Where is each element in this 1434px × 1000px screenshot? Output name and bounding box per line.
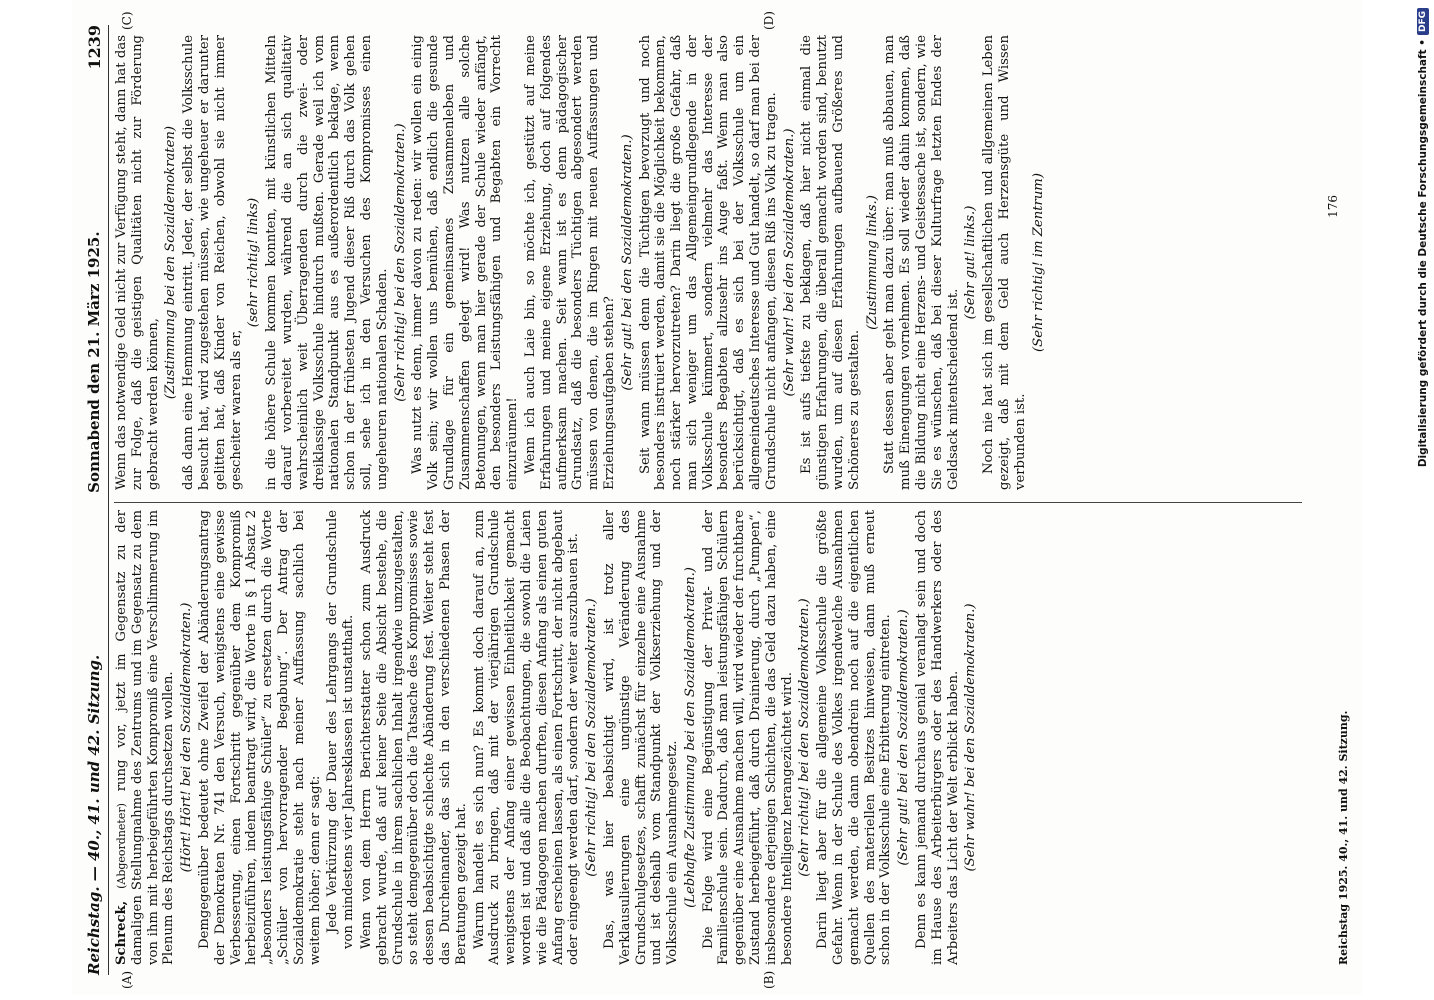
interjection: (Sehr gut! bei den Sozialdemokraten.) — [896, 609, 912, 866]
credit-text: Digitalisierung gefördert durch die Deutsche Forschungsgemeinschaft • — [1417, 39, 1429, 468]
margin-mark-c: (C) — [120, 11, 134, 30]
interjection: (Sehr wahr! bei den Sozialdemokraten.) — [963, 603, 979, 872]
paragraph: rung vor, jetzt im Gegensatz zu der damaligen Stellungnahme des Zentrums und im Gegensatz zu dem von ihm mit herbeigeführten Kompromiß eine Verschlimmerung im Plenum des Reichstags durchsetzen wollen. — [114, 510, 177, 965]
signature-mark: 176 — [1326, 195, 1340, 218]
paragraph: Seit wann müssen denn die Tüchtigen bevorzugt und noch besonders instruiert werden, damit sie die Möglichkeit bekommen, noch stärker hervorzutreten? Darin liegt die große Gefahr, daß man sich weniger um das Allgemeingrundlegende in der Volksschule kümmert, sondern vielmehr das Interesse der besonders Begabten allzusehr ins Auge faßt. Wenn man also berücksichtigt, daß es sich bei der Volksschule um ein allgemeindeutsches Interesse und Gut handelt, so darf man bei der Grundschule nicht anfangen, diesen Riß ins Volk zu tragen. — [637, 35, 779, 490]
paragraph: Warum handelt es sich nun? Es kommt doch darauf an, zum Ausdruck zu bringen, daß mit der vierjährigen Grundschule wenigstens der Anfang einer gewissen Einheitlichkeit gemacht worden ist und daß alle die Beobachtungen, die sowohl die Laien wie die Pädagogen machen durften, diesen Anfang als einen guten Anfang erscheinen lassen, als einen Fortschritt, der nicht abgebaut oder eingeengt werden darf, sondern der weiter auszubauen ist. — [471, 510, 582, 965]
quotation: Jede Verkürzung der Dauer des Lehrgangs der Grundschule von mindestens vier Jahresklassen ist unstatthaft. — [325, 510, 357, 949]
interjection: (Sehr gut! bei den Sozialdemokraten.) — [619, 134, 635, 391]
interjection: (Sehr richtig! bei den Sozialdemokraten.) — [584, 598, 600, 877]
speaker-name: Schreck, — [114, 900, 129, 965]
paragraph: Wenn das notwendige Geld nicht zur Verfügung steht, dann hat das zur Folge, daß die geistigen Qualitäten nicht zur Förderung gebracht werden können, — [114, 35, 161, 490]
paragraph: Wenn ich auch Laie bin, so möchte ich, gestützt auf meine Erfahrungen und meine eigene Erziehung, doch auf folgendes aufmerksam machen. Seit wann ist es denn pädagogischer Grundsatz, daß die besonders Tüchtigen abgesondert werden müssen von denen, die im Ringen mit neuen Auffassungen und Erziehungsaufgaben stehen? — [522, 35, 617, 490]
paragraph: Es ist aufs tiefste zu beklagen, daß hier nicht einmal die günstigen Erfahrungen, die überall gemacht worden sind, benutzt wurden, um auf diesen Erfahrungen aufbauend Größeres und Schöneres zu gestalten. — [799, 35, 862, 490]
paragraph: Darin liegt aber für die allgemeine Volksschule die größte Gefahr. Wenn in der Schule des Volkes irgendwelche Ausnahmen gemacht werden, die dann obendrein noch auf die eigentlichen Quellen des materiellen Besitzes hinweisen, dann muß erneut schon in der Volksschule eine Erbitterung eintreten. — [815, 510, 894, 965]
header-date: Sonnabend den 21. März 1925. — [85, 231, 103, 493]
paragraph: in die höhere Schule kommen konnten, mit künstlichen Mitteln darauf vorbereitet wurden, während die an sich qualitativ wahrscheinlich weit Überragenden durch die zwei- oder dreiklassige Volksschule hindurch mußten. Gerade weil ich vom nationalen Standpunkt aus es außerordentlich beklage, wenn schon in der frühesten Jugend dieser Riß durch das Volk gehen soll, sehe ich in den Versuchen des Kompromisses einen ungeheuren nationalen Schaden. — [264, 35, 390, 490]
digitization-credit — [1412, 8, 1434, 993]
paragraph: Was nutzt es denn, immer davon zu reden: wir wollen ein einig Volk sein; wir wollen uns bemühen, daß endlich die gesunde Grundlage für ein gemeinsames Zusammenleben und Zusammenschaffen gelegt wird! Was nutzen alle solche Betonungen, wenn man hier gerade der Schule wieder anfängt, den besonders Leistungsfähigen und Begabten ein Vorrecht einzuräumen! — [410, 35, 521, 490]
page-footer: Reichstag 1925. 40., 41. und 42. Sitzung. — [1337, 710, 1350, 965]
dfg-logo-icon: DFG — [1417, 8, 1429, 35]
margin-mark-d: (D) — [762, 11, 776, 30]
interjection: (Sehr gut! links.) — [963, 205, 979, 320]
paragraph: Das, was hier beabsichtigt wird, ist trotz aller Verklausulierungen eine ungünstige Veränderung des Grundschulgesetzes, schafft zunächst für einzelne eine Ausnahme und ist deshalb vom Standpunkt der Volkserziehung und der Volksschule ein Ausnahmegesetz. — [601, 510, 681, 965]
interjection: (Zustimmung links.) — [864, 195, 880, 330]
left-column: Schreck, (Abgeordneter) rung vor, jetzt im Gegensatz zu der damaligen Stellungnahme des Zentrums und im Gegensatz zu dem von ihm mit herbeigeführten Kompromiß eine Verschlimmerung im Plenum des Reichstags durchsetzen wollen. (Hört! Hört! bei den Sozialdemokraten.) Demgegenüber bedeutet ohne Zweifel der Abänderungsantrag der Demokraten Nr. 741 den Versuch, wenigstens eine gewisse Verbesserung, einen Fortschritt gegenüber dem Kompromiß herbeizuführen, indem beantragt wird, die Worte in § 1 Absatz 2 „besonders leistungsfähige Schüler“ zu ersetzen durch die Worte „Schüler von hervorragender Begabung“. Der Antrag der Sozialdemokratie steht nach meiner Auffassung sachlich bei weitem höher; denn er sagt: Jede Verkürzung der Dauer des Lehrgangs der Grundschule von mindestens vier Jahresklassen ist unstatthaft. Wenn von dem Herrn Berichterstatter schon zum Ausdruck gebracht wurde, daß auf keiner Seite die Absicht bestehe, die Grundschule in ihrem sachlichen Inhalt irgendwie umzugestalten, so steht demgegenüber doch die Tatsache des Kompromisses sowie dessen beabsichtigte schlechte Abänderung fest. Weiter steht fest das Durcheinander, das sich in den verschiedenen Phasen der Beratungen gezeigt hat. Warum handelt es sich nun? Es kommt doch darauf an, zum Ausdruck zu bringen, daß mit der vierjährigen Grundschule wenigstens der Anfang einer gewissen Einheitlichkeit gemacht worden ist und daß alle die Beobachtungen, die sowohl die Laien wie die Pädagogen machen durften, diesen Anfang als einen guten Anfang erscheinen lassen, als einen Fortschritt, der nicht abgebaut oder eingeengt werden darf, sondern der weiter auszubauen ist. (Sehr richtig! bei den Sozialdemokraten.) Das, was hier beabsichtigt wird, ist trotz aller Verklausulierungen eine ungünstige Veränderung des Grundschulgesetzes, schafft zunächst für einzelne eine Ausnahme und ist deshalb vom Standpunkt der Volkserziehung und der Volksschule ein Ausnahmegesetz. (Lebhafte Zustimmung bei den Sozialdemokraten.) Die Folge wird eine Begünstigung der Privat- und der Familienschule sein. Dadurch, daß man leistungsfähigen Schülern gegenüber eine Ausnahme machen will, wird wieder der furchtbare Zustand herbeigeführt, daß durch Drainierung, durch „Pumpen“, insbesondere derjenigen Schichten, die das Geld dazu haben, eine besondere Intelligenz herangezüchtet wird. (Sehr richtig! bei den Sozialdemokraten.) Darin liegt aber für die allgemeine Volksschule die größte Gefahr. Wenn in der Schule des Volkes irgendwelche Ausnahmen gemacht werden, die dann obendrein noch auf die eigentlichen Quellen des materiellen Besitzes hinweisen, dann muß erneut schon in der Volksschule eine Erbitterung eintreten. (Sehr gut! bei den Sozialdemokraten.) Denn es kann jemand durchaus genial veranlagt sein und doch im Hause des Arbeiterbürgers oder des Handwerkers oder des Arbeiters das Licht der Welt erblickt haben. (Sehr wahr! bei den Sozialdemokraten.) — [114, 510, 979, 965]
paragraph: daß dann eine Hemmung eintritt. Jeder, der selbst die Volksschule besucht hat, wird zugestehen müssen, wie ungeheuer er darunter gelitten hat, daß Kinder von Reichen, obwohl sie nicht immer gescheiter waren als er, — [181, 35, 244, 490]
interjection: (Sehr wahr! bei den Sozialdemokraten.) — [781, 128, 797, 397]
margin-mark-b: (B) — [762, 970, 776, 989]
page-number: 1239 — [84, 25, 104, 70]
column-divider — [114, 502, 1302, 503]
paragraph: Die Folge wird eine Begünstigung der Privat- und der Familienschule sein. Dadurch, daß man leistungsfähigen Schülern gegenüber eine Ausnahme machen will, wird wieder der furchtbare Zustand herbeigeführt, daß durch Drainierung, durch „Pumpen“, insbesondere derjenigen Schichten, die das Geld dazu haben, eine besondere Intelligenz herangezüchtet wird. — [700, 510, 795, 965]
paragraph: Noch nie hat sich im gesellschaftlichen und allgemeinen Leben gezeigt, daß mit dem Geld auch Herzensgüte und Wissen verbunden ist. — [981, 35, 1028, 490]
scanned-page — [72, 0, 1362, 995]
right-column — [114, 35, 1322, 490]
paragraph: Statt dessen aber geht man dazu über: man muß abbauen, man muß Einengungen vornehmen. Es soll wieder dahin kommen, daß die Bildung nicht eine Herzens- und Geistessache ist, sondern, wie Sie es wünschen, daß bei dieser Kulturfrage letzten Endes der Geldsack mitentscheidend ist. — [882, 35, 961, 490]
page-header — [80, 25, 109, 975]
interjection: (Sehr richtig! bei den Sozialdemokraten.) — [797, 598, 813, 877]
speaker-role: Abgeordneter — [115, 807, 128, 885]
paragraph: Wenn von dem Herrn Berichterstatter schon zum Ausdruck gebracht wurde, daß auf keiner Seite die Absicht bestehe, die Grundschule in ihrem sachlichen Inhalt irgendwie umzugestalten, so steht demgegenüber doch die Tatsache des Kompromisses sowie dessen beabsichtigte schlechte Abänderung fest. Weiter steht fest das Durcheinander, das sich in den verschiedenen Phasen der Beratungen gezeigt hat. — [358, 510, 469, 965]
paragraph: Demgegenüber bedeutet ohne Zweifel der Abänderungsantrag der Demokraten Nr. 741 den Versuch, wenigstens eine gewisse Verbesserung, einen Fortschritt gegenüber dem Kompromiß herbeizuführen, indem beantragt wird, die Worte in § 1 Absatz 2 „besonders leistungsfähige Schüler“ zu ersetzen durch die Worte „Schüler von hervorragender Begabung“. Der Antrag der Sozialdemokratie steht nach meiner Auffassung sachlich bei weitem höher; denn er sagt: — [196, 510, 323, 965]
interjection: (Sehr richtig! bei den Sozialdemokraten.) — [392, 123, 408, 402]
header-session: Reichstag. — 40., 41. und 42. Sitzung. — [85, 654, 103, 975]
interjection: (Lebhafte Zustimmung bei den Sozialdemokraten.) — [682, 567, 698, 908]
interjection: (Hört! Hört! bei den Sozialdemokraten.) — [179, 602, 195, 873]
margin-mark-a: (A) — [120, 970, 134, 989]
paragraph: Denn es kann jemand durchaus genial veranlagt sein und doch im Hause des Arbeiterbürgers oder des Handwerkers oder des Arbeiters das Licht der Welt erblickt haben. — [914, 510, 961, 965]
interjection: (sehr richtig! links) — [246, 197, 262, 328]
interjection: (Sehr richtig! im Zentrum) — [1030, 173, 1046, 352]
interjection: (Zustimmung bei den Sozialdemokraten) — [163, 125, 179, 400]
